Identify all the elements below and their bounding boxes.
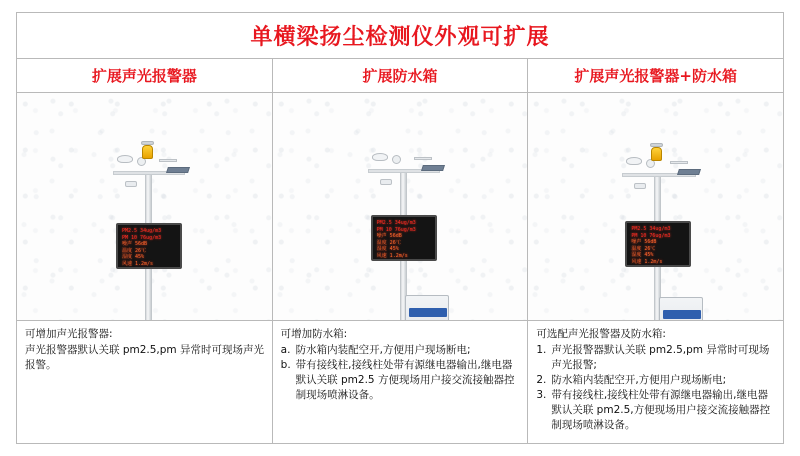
- led-line: 风速 1.2m/s: [631, 258, 663, 265]
- list-item: [536, 343, 776, 373]
- sensor-head-icon-2: [392, 155, 401, 164]
- product-image-row: [17, 93, 783, 321]
- led-line: 风速 1.2m/s: [376, 252, 408, 259]
- description-heading-2: 可增加防水箱:: [280, 328, 348, 340]
- list-marker: b.: [280, 359, 291, 371]
- solar-panel-icon-2: [421, 165, 445, 171]
- description-cell-1: [17, 321, 273, 443]
- led-line: 温度 26℃: [122, 247, 147, 254]
- description-heading-1: 可增加声光报警器:: [25, 328, 113, 340]
- led-line: PM2.5 34ug/m3: [631, 226, 671, 232]
- waterproof-box-3: [659, 297, 703, 320]
- product-photo-3: [528, 93, 783, 320]
- product-photo-1: [17, 93, 273, 320]
- list-item: [281, 343, 521, 358]
- led-line: PM 10 76ug/m3: [122, 234, 162, 241]
- wind-vane-icon-3: [670, 161, 688, 164]
- list-marker: 3.: [536, 389, 547, 401]
- camera-icon-1: [125, 181, 137, 187]
- led-line: 温度 26℃: [376, 239, 401, 246]
- list-item: [536, 373, 776, 388]
- list-marker: 1.: [536, 344, 547, 356]
- column-header-2: 扩展防水箱: [273, 59, 529, 92]
- box-label-plate-3: [663, 310, 701, 319]
- device-illustration-3: [528, 93, 783, 320]
- list-text: 声光报警器默认关联 pm2.5,pm 异常时可现场声光报警;: [551, 344, 770, 371]
- description-list-2: [281, 343, 521, 403]
- description-cell-3: [528, 321, 783, 443]
- led-line: 风速 1.2m/s: [122, 260, 154, 267]
- camera-icon-3: [634, 183, 646, 189]
- anemometer-icon-1: [117, 155, 133, 163]
- device-illustration-2: [273, 93, 528, 320]
- led-display-2: [371, 215, 437, 261]
- led-line: PM 10 76ug/m3: [631, 232, 671, 239]
- list-text: 带有接线柱,接线柱处带有源继电器输出,继电器默认关联 pm2.5 方便现场用户接交流接触器控制现场喷淋设备。: [295, 359, 515, 401]
- list-item: [536, 388, 776, 433]
- page-title: 单横梁扬尘检测仪外观可扩展: [250, 25, 550, 50]
- alarm-lamp-icon-1: [142, 145, 153, 159]
- column-header-row: [17, 59, 783, 93]
- waterproof-box-2: [405, 295, 449, 320]
- list-text: 带有接线柱,接线柱处带有源继电器输出,继电器默认关联 pm2.5,方便现场用户接交流接触器控制现场喷淋设备。: [551, 389, 771, 431]
- led-line: 温度 26℃: [631, 245, 656, 252]
- anemometer-icon-3: [626, 157, 642, 165]
- led-line: 噪声 56dB: [376, 233, 402, 239]
- column-header-1: 扩展声光报警器: [17, 59, 273, 92]
- led-line: PM 10 76ug/m3: [376, 226, 416, 233]
- list-text: 防水箱内装配空开,方便用户现场断电;: [551, 374, 727, 386]
- description-list-3: [536, 343, 776, 433]
- led-line: PM2.5 34ug/m3: [376, 220, 416, 226]
- description-cell-2: [273, 321, 529, 443]
- title-bar: [17, 13, 783, 59]
- list-item: [281, 358, 521, 403]
- description-row: [17, 321, 783, 443]
- wind-vane-icon-1: [159, 159, 177, 162]
- led-line: PM2.5 34ug/m3: [122, 228, 162, 234]
- anemometer-icon-2: [372, 153, 388, 161]
- solar-panel-icon-3: [677, 169, 701, 175]
- box-label-plate-2: [409, 308, 447, 317]
- column-header-3: 扩展声光报警器+防水箱: [574, 67, 737, 85]
- spec-table: [16, 12, 784, 444]
- led-line: 噪声 56dB: [631, 239, 657, 245]
- solar-panel-icon-1: [166, 167, 190, 173]
- device-illustration-1: [17, 93, 272, 320]
- list-text: 防水箱内装配空开,方便用户现场断电;: [295, 344, 471, 356]
- led-line: 噪声 56dB: [122, 241, 148, 247]
- list-marker: a.: [280, 344, 291, 356]
- led-line: 湿度 45%: [631, 252, 654, 258]
- led-display-1: [116, 223, 182, 269]
- description-heading-3: 可选配声光报警器及防水箱:: [536, 328, 666, 340]
- led-line: 湿度 45%: [376, 246, 399, 252]
- led-line: 湿度 45%: [122, 254, 145, 260]
- led-display-3: [625, 221, 691, 267]
- camera-icon-2: [380, 179, 392, 185]
- description-text-1: 声光报警器默认关联 pm2.5,pm 异常时可现场声光报警。: [25, 344, 264, 371]
- wind-vane-icon-2: [414, 157, 432, 160]
- product-photo-2: [273, 93, 529, 320]
- list-marker: 2.: [536, 374, 547, 386]
- alarm-lamp-icon-3: [651, 147, 662, 161]
